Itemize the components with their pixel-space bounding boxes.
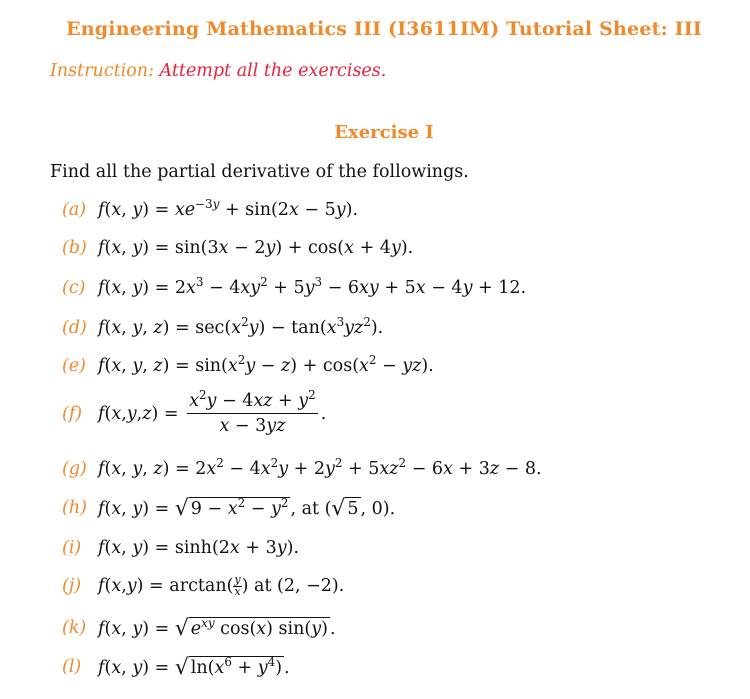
- item-label-l: (l): [62, 657, 82, 677]
- item-label-e: (e): [62, 356, 87, 376]
- item-label-g: (g): [62, 459, 87, 479]
- item-expr-i: f(x, y) = sinh(2x + 3y).: [98, 538, 300, 558]
- exercise-item-c: [62, 275, 527, 298]
- exercise-item-f: [62, 388, 327, 436]
- item-expr-j: f ( x , y ) = arctan( $\frac{y}{x}$ ) at (2, −2).: [98, 573, 345, 598]
- item-expr-h: f(x, y) = √ $9 - x^2 - y^2$ , at ( √ 5 , 0).: [98, 496, 396, 521]
- item-label-j: (j): [62, 576, 82, 597]
- item-expr-a: f(x, $y) = xe^{-3y} + \sin(2x - 5y)$.: [98, 197, 359, 220]
- exercise-item-j: [62, 575, 344, 598]
- item-label-b: (b): [62, 238, 87, 258]
- exercise-item-h: [62, 497, 395, 519]
- item-expr-b: f(x, y) = sin(3x − 2y) + cos(x + 4y).: [98, 238, 414, 258]
- item-label-d: (d): [62, 318, 87, 338]
- item-label-i: (i): [62, 538, 82, 558]
- item-label-a: (a): [62, 200, 87, 220]
- exercise-item-e: [62, 353, 434, 376]
- exercise-title: Exercise I: [334, 122, 434, 143]
- fraction: $\frac{x^2y - 4xz + y^2}{x - 3yz}$: [189, 388, 316, 436]
- item-expr-g: f(x, y, $z) = 2x^2 - 4x^2y + 2y^2 + 5xz^2 - 6x + 3z - 8$.: [98, 456, 542, 479]
- instruction-line: [50, 61, 386, 81]
- exercise-item-l: [62, 656, 290, 678]
- item-label-h: (h): [62, 498, 87, 518]
- instruction-label: Instruction:: [50, 61, 154, 81]
- item-label-k: (k): [62, 618, 87, 638]
- exercise-item-i: [62, 538, 299, 558]
- exercise-item-a: [62, 197, 359, 220]
- exercise-item-d: [62, 315, 384, 338]
- instruction-text: Attempt all the exercises.: [159, 61, 387, 81]
- square-root: √ $\ln(x^6 + y^4)$: [174, 655, 283, 680]
- item-expr-k: f(x, y) = √ $e^{xy}$ cos(x) sin(y) .: [98, 616, 336, 641]
- document-title: Engineering Mathematics III (I3611IM) Tutorial Sheet: III: [66, 18, 702, 40]
- item-expr-e: f(x, y, $z) = \sin(x^2y - z) + \cos(x^2 - yz)$.: [98, 353, 434, 376]
- item-label-c: (c): [62, 278, 86, 298]
- item-expr-f: f ( x , y , z ) = $\frac{x^2y - 4xz + y^2}{x - 3yz}$ .: [98, 388, 327, 436]
- item-expr-l: f(x, y) = √ $\ln(x^6 + y^4)$ .: [98, 655, 290, 680]
- exercise-intro: Find all the partial derivative of the followings.: [50, 162, 469, 182]
- exercise-item-k: [62, 617, 336, 639]
- item-expr-c: f(x, $y) = 2x^3 - 4xy^2 + 5y^3 - 6xy + 5x - 4y + 12$.: [98, 275, 527, 298]
- item-label-f: (f): [62, 403, 83, 424]
- item-expr-d: f(x, y, $z) = \sec(x^2y) - \tan(x^3yz^2)$.: [98, 315, 384, 338]
- small-fraction: $\frac{y}{x}$: [234, 573, 241, 598]
- square-root: √ $e^{xy}$ cos(x) sin(y): [174, 616, 328, 641]
- square-root: √ $9 - x^2 - y^2$: [174, 496, 289, 521]
- exercise-item-g: [62, 456, 542, 479]
- exercise-item-b: [62, 238, 413, 258]
